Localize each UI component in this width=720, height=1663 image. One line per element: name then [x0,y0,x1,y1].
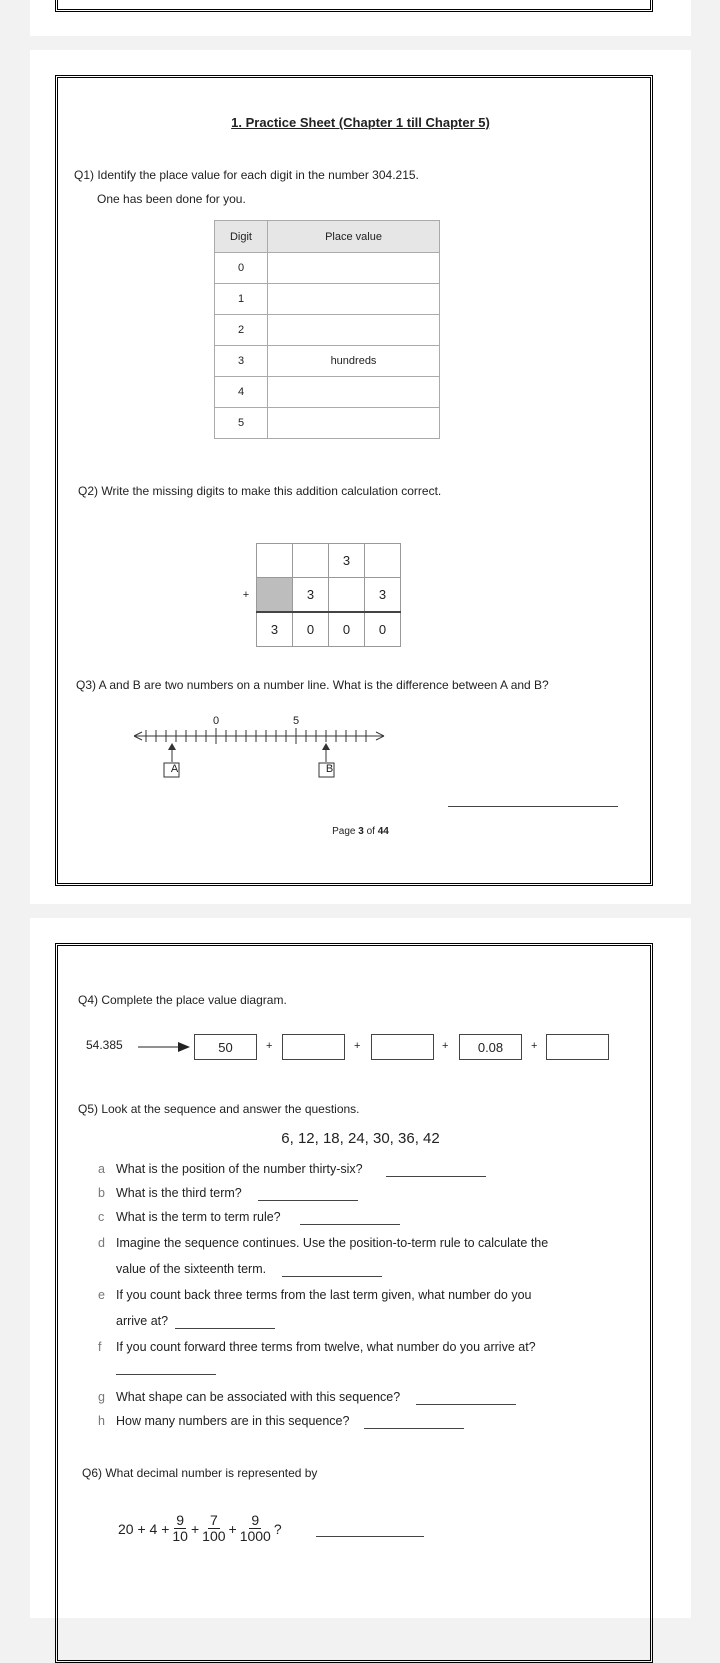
item-text: What is the term to term rule? [116,1210,281,1224]
question-item-e-cont: arrive at? [116,1314,169,1328]
table-header: Place value [268,221,440,253]
item-text: Imagine the sequence continues. Use the position-to-term rule to calculate the [116,1236,549,1250]
fraction [240,1513,271,1545]
item-letter: c [98,1210,105,1224]
item-letter: h [98,1414,105,1428]
q2-text: Q2) Write the missing digits to make this addition calculation correct. [78,484,442,498]
place-value-box[interactable] [282,1034,345,1060]
digit-cell: 5 [215,408,268,439]
answer-line[interactable] [316,1536,424,1537]
question-item-b [98,1186,242,1200]
place-value-box[interactable] [546,1034,609,1060]
q3-text: Q3) A and B are two numbers on a number line. What is the difference between A and B? [76,678,549,692]
sheet-title: 1. Practice Sheet (Chapter 1 till Chapter 5) [231,115,490,130]
q1-subtext: One has been done for you. [97,192,246,206]
item-letter: b [98,1186,105,1200]
answer-line[interactable] [364,1428,464,1429]
result-digit: 0 [365,612,401,647]
place-cell[interactable] [268,284,440,315]
item-letter: e [98,1288,105,1302]
plus-sign: + [228,1520,237,1537]
question-item-g [98,1390,400,1404]
numerator: 7 [209,1512,218,1528]
question-item-e [98,1288,531,1302]
q6-expression [118,1513,282,1545]
plus-sign: + [266,1040,273,1052]
item-letter: f [98,1340,102,1354]
digit-box[interactable] [365,544,401,578]
arrow-right-icon [138,1041,190,1053]
q1-text: Q1) Identify the place value for each digit in the number 304.215. [74,168,419,182]
item-text: How many numbers are in this sequence? [116,1414,350,1428]
digit-box: 3 [365,578,401,613]
digit-cell: 2 [215,315,268,346]
plus-sign: + [190,1520,200,1537]
digit-box: 3 [293,578,329,613]
table-row [215,346,440,377]
place-cell: hundreds [268,346,440,377]
place-cell[interactable] [268,408,440,439]
place-cell[interactable] [268,253,440,284]
item-letter: g [98,1390,105,1404]
plus-sign: + [242,588,250,601]
digit-cell: 0 [215,253,268,284]
label-a: A [170,763,179,775]
question-mark: ? [273,1520,282,1537]
previous-page-card [30,0,691,36]
table-row [215,408,440,439]
digit-cell: 3 [215,346,268,377]
table-row [215,377,440,408]
answer-line[interactable] [258,1200,358,1201]
fraction [202,1513,225,1545]
answer-line[interactable] [386,1176,486,1177]
question-item-d [98,1236,548,1250]
place-value-box: 0.08 [459,1034,522,1060]
footer-total-pages: 44 [377,826,389,837]
q5-text: Q5) Look at the sequence and answer the questions. [78,1102,360,1116]
label-zero: 0 [213,715,220,727]
question-item-h [98,1414,349,1428]
answer-line[interactable] [416,1404,516,1405]
digit-box[interactable] [329,578,365,613]
digit-box[interactable] [257,544,293,578]
item-text: What shape can be associated with this sequence? [116,1390,401,1404]
numerator: 9 [176,1512,185,1528]
q4-number: 54.385 [86,1038,123,1052]
plus-sign: + [531,1040,538,1052]
answer-line[interactable] [175,1328,275,1329]
number-line [130,710,390,790]
item-letter: a [98,1162,105,1176]
item-letter: d [98,1236,105,1250]
table-row [215,253,440,284]
answer-line[interactable] [282,1276,382,1277]
footer-current-page: 3 [358,826,364,837]
answer-line[interactable] [116,1374,216,1375]
sequence: 6, 12, 18, 24, 30, 36, 42 [281,1130,440,1147]
question-item-f [98,1340,536,1354]
page-card-4 [30,918,691,1618]
expression-lead: 20 + 4 + [118,1520,170,1537]
footer-of-word: of [366,826,375,837]
q4-text: Q4) Complete the place value diagram. [78,993,287,1007]
digit-box[interactable] [293,544,329,578]
page-footer [30,826,691,837]
label-five: 5 [293,715,300,727]
denominator: 10 [172,1528,188,1545]
digit-cell: 1 [215,284,268,315]
question-item-d-cont: value of the sixteenth term. [116,1262,267,1276]
place-value-table [214,220,440,439]
denominator: 1000 [239,1528,271,1545]
fraction [172,1513,188,1545]
plus-sign: + [354,1040,361,1052]
place-value-box[interactable] [371,1034,434,1060]
question-item-a [98,1162,363,1176]
label-b: B [325,763,334,775]
answer-line[interactable] [300,1224,400,1225]
denominator: 100 [202,1528,226,1545]
plus-sign: + [442,1040,449,1052]
footer-page-word: Page [332,826,356,837]
addition-grid [236,543,401,647]
place-value-box: 50 [194,1034,257,1060]
question-item-c [98,1210,281,1224]
shaded-box [257,578,293,613]
numerator: 9 [251,1512,260,1528]
result-digit: 0 [329,612,365,647]
answer-line[interactable] [448,806,618,807]
page-card-3 [30,50,691,904]
table-row [215,315,440,346]
table-header: Digit [215,221,268,253]
page-border [55,0,653,12]
digit-cell: 4 [215,377,268,408]
result-digit: 0 [293,612,329,647]
item-text: What is the third term? [116,1186,242,1200]
place-cell[interactable] [268,377,440,408]
q6-text: Q6) What decimal number is represented by [82,1466,318,1480]
item-text: What is the position of the number thirty-six? [116,1162,363,1176]
item-text: If you count forward three terms from twelve, what number do you arrive at? [116,1340,536,1354]
place-cell[interactable] [268,315,440,346]
digit-box: 3 [329,544,365,578]
table-row [215,284,440,315]
item-text: If you count back three terms from the last term given, what number do you [116,1288,532,1302]
result-digit: 3 [257,612,293,647]
